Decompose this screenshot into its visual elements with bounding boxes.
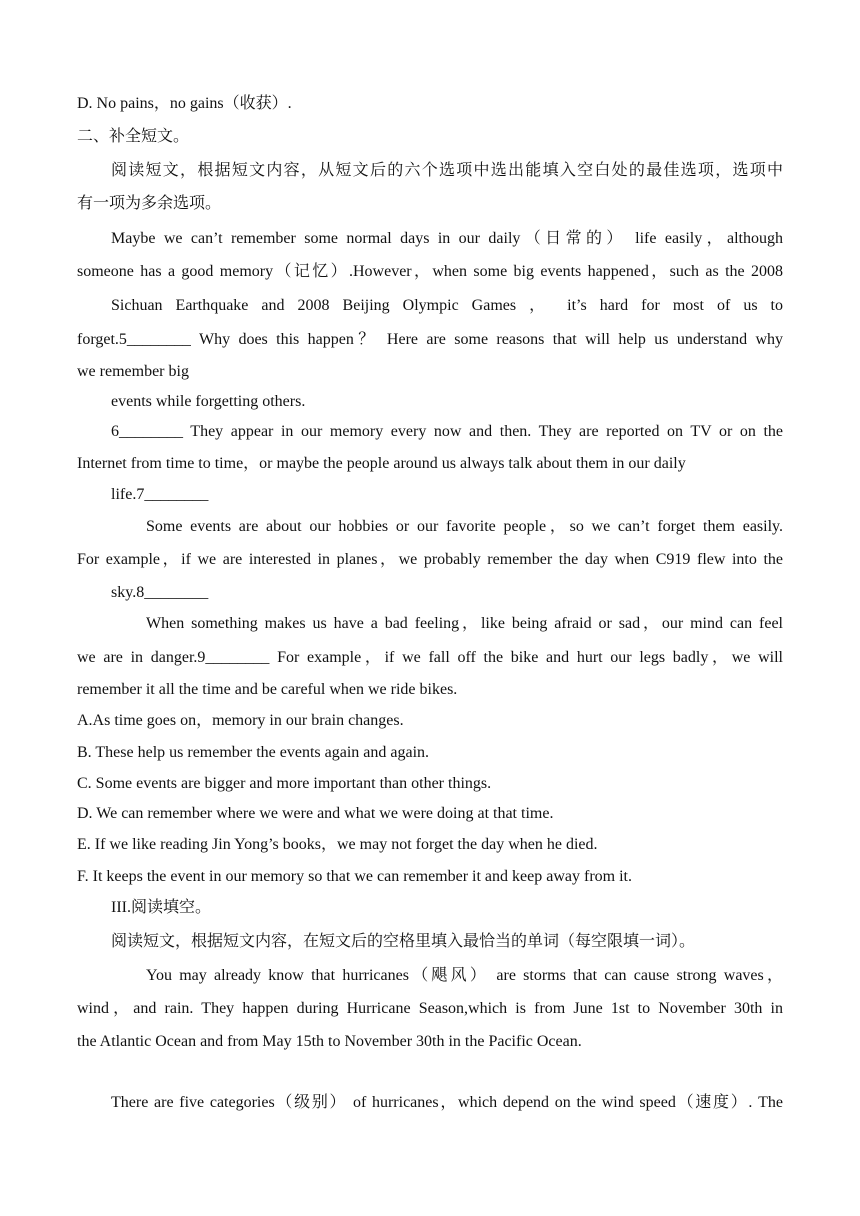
passage-p1-line5: we remember big <box>77 363 189 380</box>
section2-instruction-line1: 阅读短文，根据短文内容，从短文后的六个选项中选出能填入空白处的最佳选项，选项中 <box>111 162 783 179</box>
section3-heading: III.阅读填空。 <box>111 899 211 916</box>
passage-p1-line2: someone has a good memory（记忆）.However，when some big events happened，such as the 2008 <box>77 263 783 280</box>
passage-p4-line3: remember it all the time and be careful when we ride bikes. <box>77 681 458 698</box>
passage-p4-line2: we are in danger.9________ For example，if we fall off the bike and hurt our legs badly，we will <box>77 649 783 666</box>
option-d-section1: D. No pains，no gains（收获）. <box>77 95 292 112</box>
passage-p3-line1: Some events are about our hobbies or our favorite people，so we can’t forget them easily. <box>146 518 783 535</box>
s3-passage-p2-line1: There are five categories（级别） of hurricanes，which depend on the wind speed（速度）. The <box>111 1094 783 1111</box>
option-d: D. We can remember where we were and what we were doing at that time. <box>77 805 554 822</box>
option-a: A.As time goes on，memory in our brain changes. <box>77 712 404 729</box>
passage-p2-line3: life.7________ <box>111 486 209 503</box>
passage-p3-line3: sky.8________ <box>111 584 209 601</box>
s3-passage-p1-line1: You may already know that hurricanes（飓风） are storms that can cause strong waves， <box>146 967 783 984</box>
option-e: E. If we like reading Jin Yong’s books，we may not forget the day when he died. <box>77 836 598 853</box>
passage-p1-line1: Maybe we can’t remember some normal days in our daily（日常的） life easily，although <box>111 230 783 247</box>
section2-instruction-line2: 有一项为多余选项。 <box>77 195 222 212</box>
option-c: C. Some events are bigger and more important than other things. <box>77 775 492 792</box>
passage-p2-line2: Internet from time to time，or maybe the people around us always talk about them in our daily <box>77 455 686 472</box>
section3-instruction: 阅读短文，根据短文内容，在短文后的空格里填入最恰当的单词（每空限填一词）。 <box>111 933 696 950</box>
option-f: F. It keeps the event in our memory so that we can remember it and keep away from it. <box>77 868 632 885</box>
section2-heading: 二、补全短文。 <box>77 128 190 145</box>
s3-passage-p1-line2: wind，and rain. They happen during Hurricane Season,which is from June 1st to November 30th in <box>77 1000 783 1017</box>
passage-p2-line1: 6________ They appear in our memory every now and then. They are reported on TV or on the <box>111 423 783 440</box>
passage-p3-line2: For example，if we are interested in planes，we probably remember the day when C919 flew into the <box>77 551 783 568</box>
passage-p4-line1: When something makes us have a bad feeling，like being afraid or sad，our mind can feel <box>146 615 783 632</box>
option-b: B. These help us remember the events again and again. <box>77 744 430 761</box>
passage-p1-line6: events while forgetting others. <box>111 393 306 410</box>
s3-passage-p1-line3: the Atlantic Ocean and from May 15th to November 30th in the Pacific Ocean. <box>77 1033 582 1050</box>
passage-p1-line3: Sichuan Earthquake and 2008 Beijing Olympic Games ， it’s hard for most of us to <box>111 297 783 314</box>
passage-p1-line4: forget.5________ Why does this happen？ Here are some reasons that will help us understand why <box>77 331 783 348</box>
